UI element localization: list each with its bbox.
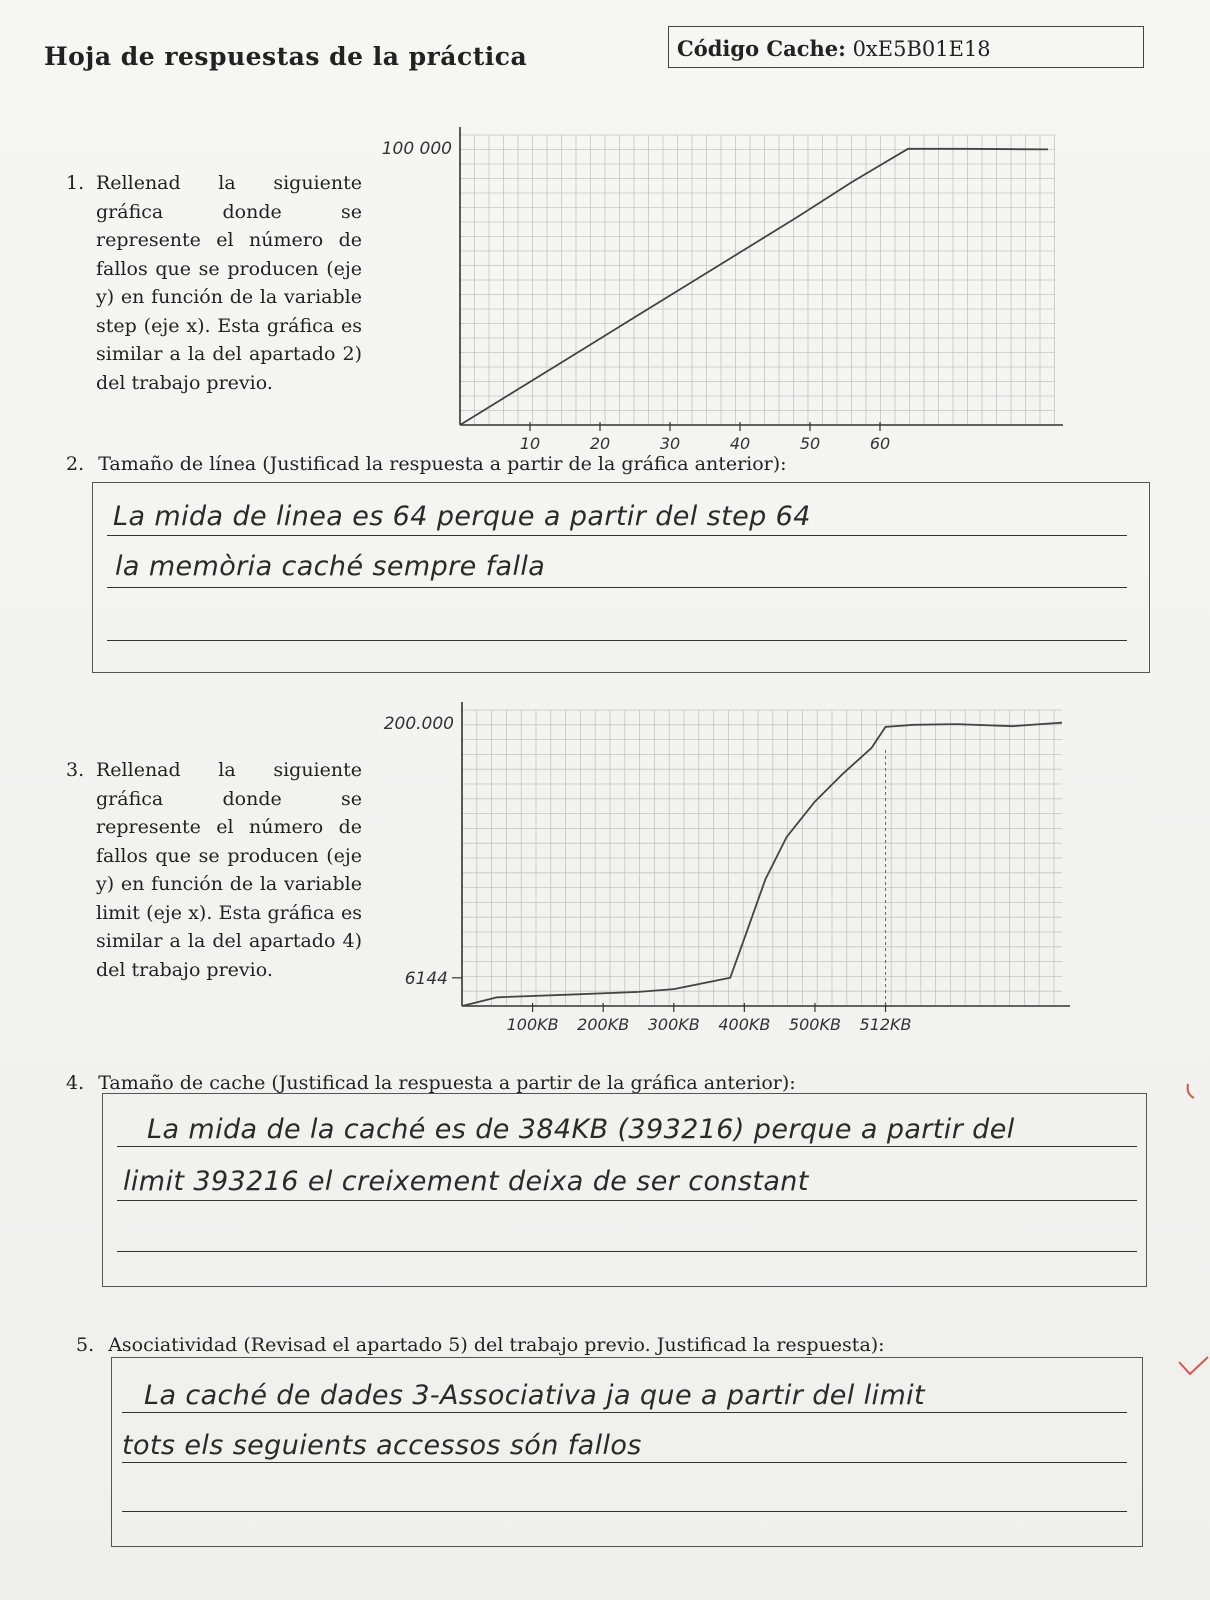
x-tick-label: 20	[589, 434, 611, 453]
answer-5-line-1: La caché de dades 3-Associativa ja que a partir del limit	[144, 1380, 926, 1411]
x-tick-label: 500KB	[788, 1015, 841, 1034]
question-2	[66, 453, 787, 475]
chart2-axes	[452, 702, 1070, 1012]
check-mark-icon	[1176, 1354, 1210, 1380]
rule-line	[117, 1251, 1137, 1252]
x-tick-label: 60	[869, 434, 891, 453]
answer-box-5[interactable]	[111, 1357, 1143, 1547]
question-2-text: Tamaño de línea (Justificad la respuesta a partir de la gráfica anterior):	[98, 453, 787, 475]
rule-line	[107, 535, 1127, 536]
rule-line	[122, 1462, 1127, 1463]
x-tick-label: 400KB	[718, 1015, 771, 1034]
chart1-grid	[460, 135, 1055, 425]
chart-limit-misses	[350, 700, 1100, 1075]
question-1-text: Rellenad la siguiente gráfica donde se represente el número de fallos que se producen (eje y) en función de la variable step (eje x). Esta gráfica es similar a la del apartado 2) del trabajo previo.	[96, 172, 362, 394]
cache-code-value: 0xE5B01E18	[852, 37, 991, 61]
question-4-text: Tamaño de cache (Justificad la respuesta a partir de la gráfica anterior):	[98, 1072, 796, 1094]
chart-step-misses	[350, 125, 1090, 470]
question-5-text: Asociatividad (Revisad el apartado 5) del trabajo previo. Justificad la respuesta):	[108, 1334, 885, 1356]
answer-2-line-2: la memòria caché sempre falla	[115, 551, 546, 582]
answer-box-2[interactable]	[92, 482, 1150, 673]
rule-line	[122, 1511, 1127, 1512]
answer-box-4[interactable]	[102, 1093, 1147, 1287]
question-3-number: 3.	[66, 759, 85, 781]
x-tick-label: 300KB	[647, 1015, 700, 1034]
x-tick-label: 10	[519, 434, 541, 453]
x-tick-label: 50	[799, 434, 821, 453]
question-5	[76, 1334, 885, 1356]
question-4-number: 4.	[66, 1072, 85, 1094]
answer-5-line-2: tots els seguients accessos són fallos	[122, 1430, 642, 1461]
question-4	[66, 1072, 796, 1094]
rule-line	[117, 1200, 1137, 1201]
answer-2-line-1: La mida de linea es 64 perque a partir del step 64	[113, 501, 811, 532]
x-tick-label: 40	[729, 434, 751, 453]
question-3-text: Rellenad la siguiente gráfica donde se represente el número de fallos que se producen (eje y) en función de la variable limit (eje x). Esta gráfica es similar a la del apartado 4) del trabajo previo.	[96, 759, 362, 981]
chart1-labels	[382, 139, 890, 453]
cache-code-box	[668, 26, 1144, 68]
rule-line	[107, 640, 1127, 641]
chart2-grid	[462, 710, 1062, 1006]
chart2-series	[462, 723, 1062, 1006]
answer-4-line-2: limit 393216 el creixement deixa de ser constant	[123, 1166, 809, 1197]
y-max-label: 100 000	[381, 138, 452, 159]
question-2-number: 2.	[66, 453, 85, 475]
rule-line	[107, 587, 1127, 588]
x-tick-label: 200KB	[577, 1015, 630, 1034]
x-tick-label: 100KB	[506, 1015, 559, 1034]
rule-line	[122, 1412, 1127, 1413]
rule-line	[117, 1146, 1137, 1147]
y-low-label: 6144	[404, 968, 448, 989]
cache-code-label: Código Cache:	[677, 36, 846, 61]
question-1	[66, 169, 362, 397]
check-mark-icon	[1184, 1080, 1210, 1106]
question-3	[66, 756, 362, 984]
x-tick-label: 30	[659, 434, 681, 453]
x-tick-label: 512KB	[859, 1015, 912, 1034]
answer-4-line-1: La mida de la caché es de 384KB (393216) perque a partir del	[147, 1114, 1015, 1145]
page-title: Hoja de respuestas de la práctica	[44, 42, 528, 71]
series-line-fallos	[460, 149, 1048, 425]
series-line-fallos	[462, 723, 1062, 1006]
chart1-axes	[460, 127, 1063, 431]
question-1-number: 1.	[66, 172, 85, 194]
question-5-number: 5.	[76, 1334, 95, 1356]
y-max-label: 200.000	[383, 714, 454, 735]
chart1-series	[460, 149, 1048, 425]
